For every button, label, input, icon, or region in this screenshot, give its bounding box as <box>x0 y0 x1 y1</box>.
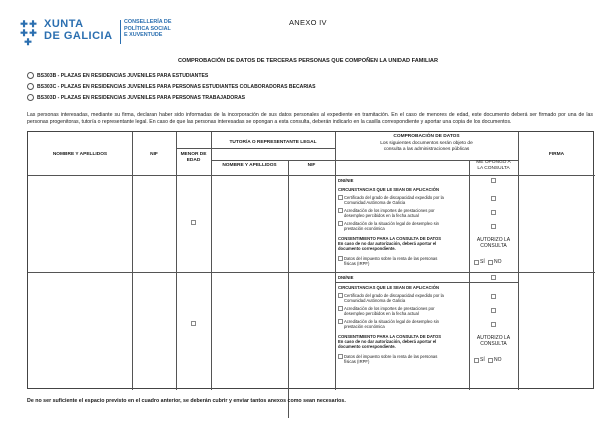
header-tutor-nif: NIF <box>307 163 316 168</box>
consent-title: CONSENTIMIENTO PARA LA CONSULTA DE DATOS <box>338 236 442 241</box>
radio-button[interactable] <box>27 83 34 90</box>
logo-separator <box>120 20 121 44</box>
minor-checkbox[interactable] <box>191 220 196 225</box>
footer-note: De no ser suficiente el espacio previsto en el cuadro anterior, se deberán cubrir y enviar tantos anexos como sean necesarios. <box>27 398 346 404</box>
header-signature: FIRMA <box>548 152 565 157</box>
item-text: Acreditación de la situación legal de desempleo sin prestación económica <box>344 221 439 231</box>
header-check-sub-line: Los siguientes documentos serán objeto de <box>380 141 473 146</box>
consent-title: CONSENTIMIENTO PARA LA CONSULTA DE DATOS <box>338 334 442 339</box>
irpf-checkbox[interactable] <box>338 354 343 359</box>
header-name: NOMBRE Y APELLIDOS <box>52 152 108 157</box>
annex-label: ANEXO IV <box>289 18 327 27</box>
option-bs303b[interactable] <box>27 72 208 79</box>
consent-sub: En caso de no dar autorización, deberá aportar el documento correspondiente. <box>338 241 437 251</box>
oppose-checkbox[interactable] <box>491 178 496 183</box>
item-checkbox[interactable] <box>338 195 343 200</box>
dept-line: CONSELLERÍA DE <box>124 19 172 25</box>
radio-button[interactable] <box>27 72 34 79</box>
oppose-checkbox[interactable] <box>491 294 496 299</box>
item-checkbox[interactable] <box>338 319 343 324</box>
oppose-checkbox[interactable] <box>491 322 496 327</box>
logo-line2: DE GALICIA <box>44 30 113 42</box>
header-oppose <box>469 160 518 172</box>
header-check-sub <box>335 141 518 153</box>
no-checkbox[interactable] <box>488 260 493 265</box>
logo-department <box>124 19 204 39</box>
oppose-checkbox[interactable] <box>491 224 496 229</box>
yes-label: SÍ <box>480 259 485 265</box>
item-checkbox[interactable] <box>338 293 343 298</box>
option-label: BS303C - PLAZAS EN RESIDENCIAS JUVENILES PARA PERSONAS ESTUDIANTES COLABORADORAS BECARIAS <box>37 83 316 90</box>
header-oppose-line: ME OPONGO A <box>476 160 511 165</box>
oppose-checkbox[interactable] <box>491 196 496 201</box>
header-tutor: TUTOR/A O REPRESENTANTE LEGAL <box>229 140 317 145</box>
item-checkbox[interactable] <box>338 221 343 226</box>
intro-paragraph: Las personas interesadas, mediante su firma, declaran haber sido informadas de la incorporación de sus datos personales al expediente en tramitación. En el caso de menores de edad, este documento deberá ser firmado por una de las personas progenitoras, tutor/a o representante legal. En caso de que las personas interesadas se opongan a esta consulta, deberán indicarlo en la casilla correspondiente y aportar una copia de los documentos. <box>27 112 593 125</box>
radio-button[interactable] <box>27 94 34 101</box>
header-minor <box>176 152 211 164</box>
no-label: NO <box>494 259 502 265</box>
minor-checkbox[interactable] <box>191 321 196 326</box>
yes-label: SÍ <box>480 357 485 363</box>
header-minor-line: EDAD <box>186 157 201 163</box>
option-label: BS303B - PLAZAS EN RESIDENCIAS JUVENILES PARA ESTUDIANTES <box>37 72 209 79</box>
document-title: COMPROBACIÓN DE DATOS DE TERCERAS PERSONAS QUE COMPOÑEN LA UNIDAD FAMILIAR <box>177 58 439 64</box>
item-text: Acreditación de los importes de prestaciones por desempleo percibidos en la fecha actual <box>344 306 435 316</box>
authorize-label: AUTORIZO LA CONSULTA <box>476 335 511 347</box>
item-text: Certificado del grado de discapacidad expedido por la Comunidad Autónoma de Galicia <box>344 195 444 205</box>
option-bs303d[interactable] <box>27 94 245 101</box>
irpf-text: Datos del impuesto sobre la renta de las personas físicas (IRPF) <box>344 256 438 266</box>
no-label: NO <box>494 357 502 363</box>
item-text: Certificado del grado de discapacidad expedido por la Comunidad Autónoma de Galicia <box>344 293 444 303</box>
item-text: Acreditación de la situación legal de desempleo sin prestación económica <box>344 319 439 329</box>
item-checkbox[interactable] <box>338 306 343 311</box>
circumstances-title: CIRCUNSTANCIAS QUE LE SEAN DE APLICACIÓN <box>338 285 439 290</box>
yes-checkbox[interactable] <box>474 358 479 363</box>
item-text: Acreditación de los importes de prestaciones por desempleo percibidos en la fecha actual <box>344 208 435 218</box>
yes-checkbox[interactable] <box>474 260 479 265</box>
dni-label: DNI/NIE <box>338 178 354 183</box>
family-data-table <box>27 131 594 389</box>
logo-line1: XUNTA <box>44 18 84 30</box>
oppose-checkbox[interactable] <box>491 308 496 313</box>
header-check-sub-line: consulta a las administraciones públicas <box>383 146 470 152</box>
option-bs303c[interactable] <box>27 83 316 90</box>
irpf-checkbox[interactable] <box>338 256 343 261</box>
xunta-logo <box>20 18 170 52</box>
header-nif: NIF <box>150 152 158 157</box>
oppose-checkbox[interactable] <box>491 275 496 280</box>
irpf-text: Datos del impuesto sobre la renta de las personas físicas (IRPF) <box>344 354 438 364</box>
oppose-checkbox[interactable] <box>491 210 496 215</box>
dept-line: E XUVENTUDE <box>124 32 163 38</box>
no-checkbox[interactable] <box>488 358 493 363</box>
circumstances-title: CIRCUNSTANCIAS QUE LE SEAN DE APLICACIÓN <box>338 187 439 192</box>
authorize-label: AUTORIZO LA CONSULTA <box>476 237 511 249</box>
header-minor-line: MENOR DE <box>180 152 207 157</box>
dni-label: DNI/NIE <box>338 275 354 280</box>
logo-crosses-icon: ✚ ✚ ✚ ✚ ✚ <box>20 19 37 47</box>
consent-sub: En caso de no dar autorización, deberá aportar el documento correspondiente. <box>338 339 437 349</box>
header-check-title: COMPROBACIÓN DE DATOS <box>393 134 460 139</box>
header-oppose-line: LA CONSULTA <box>477 165 510 171</box>
item-checkbox[interactable] <box>338 208 343 213</box>
header-tutor-name: NOMBRE Y APELLIDOS <box>222 163 277 168</box>
option-label: BS303D - PLAZAS EN RESIDENCIAS JUVENILES PARA PERSONAS TRABAJADORAS <box>37 94 246 101</box>
dept-line: POLÍTICA SOCIAL <box>124 25 171 32</box>
